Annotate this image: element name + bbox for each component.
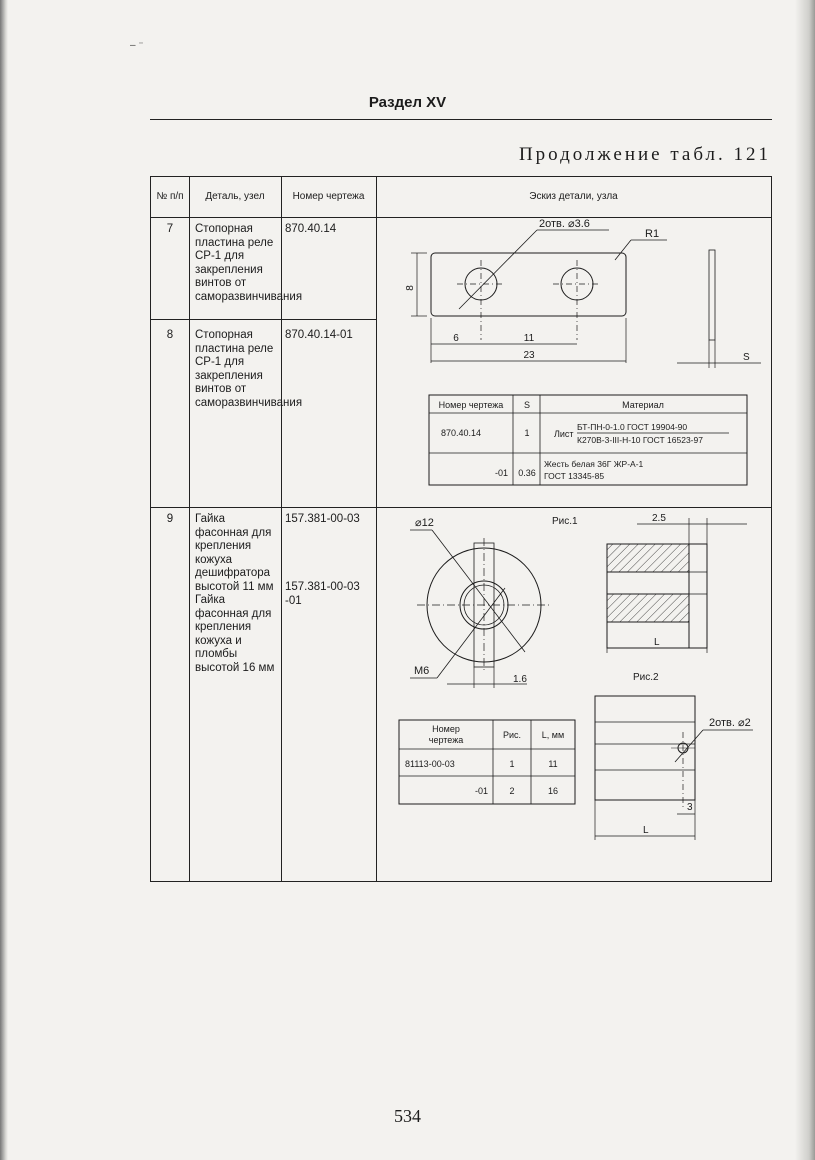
col-divider [189, 177, 190, 881]
mat-row-prefix: Лист [554, 429, 574, 439]
nut-row-fig: 1 [509, 759, 515, 769]
plate-sketch [377, 218, 771, 507]
row-num: 8 [166, 329, 174, 341]
row-drawing-2: 157.381-00-03 -01 [285, 581, 360, 607]
scan-mark: ‒ ⁻ [130, 40, 144, 51]
mat-row-bottom: К270В-3-III-Н-10 ГОСТ 16523-97 [577, 435, 703, 445]
holes2-leader [675, 730, 703, 762]
dim-25: 2.5 [652, 513, 666, 524]
fig2-label: Рис.2 [633, 672, 659, 683]
holes-label: 2отв. ⌀3.6 [539, 218, 590, 230]
table-continuation: Продолжение табл. 121 [518, 144, 771, 165]
row-drawing: 870.40.14-01 [285, 329, 353, 341]
mat-row-s: 1 [524, 428, 530, 438]
mat-header-drawing: Номер чертежа [438, 400, 504, 410]
nut-row-fig: 2 [509, 786, 515, 796]
main-table [150, 176, 772, 882]
nut-row-l: 11 [548, 759, 558, 769]
nut-section-top [607, 544, 689, 572]
dim-11: 11 [523, 333, 535, 344]
dim-L2: L [643, 825, 649, 836]
dim-s: S [743, 352, 750, 363]
section-title: Раздел XV [368, 94, 447, 111]
radius-label: R1 [645, 228, 660, 240]
nut-header-l: L, мм [541, 730, 565, 740]
row-part: Гайка фасонная для крепления кожуха дешифратора высотой 11 мм Гайка фасонная для крепления кожуха и пломбы высотой 16 мм [195, 513, 275, 674]
mat-row-s: 0.36 [518, 468, 536, 478]
mat-row-top: БТ-ПН-0-1.0 ГОСТ 19904-90 [577, 422, 688, 432]
header-drawing: Номер чертежа [292, 191, 365, 202]
dim-L: L [654, 637, 660, 648]
plate-outline [431, 253, 626, 316]
row-drawing: 157.381-00-03 [285, 513, 360, 525]
mat-header-material: Материал [622, 400, 664, 410]
mat-row-line2: ГОСТ 13345-85 [544, 471, 605, 481]
mat-row-line1: Жесть белая 36Г ЖР-А-1 [544, 459, 644, 469]
nut-header-fig: Рис. [502, 730, 522, 740]
thread-label: М6 [414, 665, 430, 677]
nut-row-drawing: -01 [474, 786, 488, 796]
scan-edge-left [0, 0, 8, 1160]
nut-header-drawing-2: чертежа [428, 735, 464, 745]
section-rule [150, 119, 772, 120]
col-divider [281, 177, 282, 881]
row-part: Стопорная пластина реле СР-1 для закрепления винтов от саморазвинчивания [195, 329, 303, 409]
plate-side-view [709, 250, 715, 340]
header-sketch: Эскиз детали, узла [529, 191, 618, 202]
thread-leader [437, 588, 505, 678]
nut-section-bottom [607, 594, 689, 622]
nut-row-drawing: 81113-00-03 [405, 759, 455, 769]
dim-6: 6 [453, 333, 459, 344]
holes2-label: 2отв. ⌀2 [709, 717, 751, 729]
dia-label: ⌀12 [415, 517, 434, 529]
radius-leader [615, 240, 631, 260]
dim-height: 8 [405, 285, 416, 291]
scan-edge-right [795, 0, 815, 1160]
holes-leader [459, 230, 537, 309]
row-part: Стопорная пластина реле СР-1 для закрепления винтов от саморазвинчивания [195, 223, 303, 303]
page-number: 534 [394, 1106, 421, 1126]
fig1-label: Рис.1 [552, 516, 578, 527]
header-num: № п/п [156, 191, 184, 202]
nut-sketch [377, 508, 771, 882]
row-rule [151, 319, 376, 320]
mat-header-s: S [523, 400, 531, 410]
nut-header-drawing-1: Номер [432, 724, 460, 734]
nut-row-l: 16 [547, 786, 559, 796]
row-drawing: 870.40.14 [285, 223, 337, 235]
header-part: Деталь, узел [205, 191, 265, 202]
row-num: 9 [166, 513, 174, 525]
dim-16: 1.6 [513, 674, 527, 685]
dim-23: 23 [523, 350, 535, 361]
mat-row-drawing: -01 [494, 468, 508, 478]
row-num: 7 [166, 223, 174, 235]
dim-3: 3 [687, 802, 693, 813]
mat-row-drawing: 870.40.14 [440, 428, 482, 438]
